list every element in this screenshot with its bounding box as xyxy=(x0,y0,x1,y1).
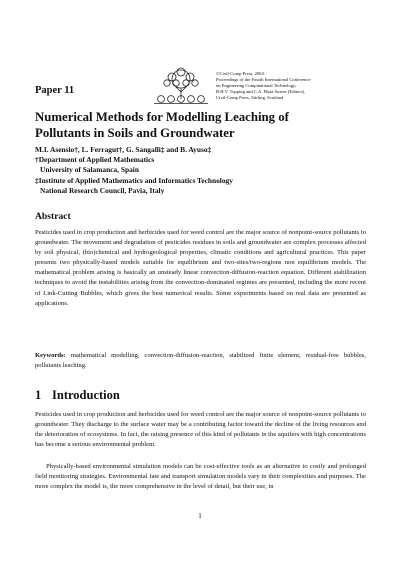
publisher-info xyxy=(216,71,386,101)
abstract-text: Pesticides used in crop production and herbicides used for weed control are the major source of nonpoint-source pollutants to groundwater. The movement and degradation of pesticides residues in soils and groundwater are complex processes affected by soil physical, (bio)chemical and hydrogeological properties, climatic conditions and agricultural practices. This paper presents two physically-based models suitable for equilibrium and two-sites/two-regions non equilibrium models. The mathematical problem arising is basically an unsteady linear convection-diffusion-reaction equation. Different stabilization techniques to avoid the instabilities arising from the convection-dominated regimes are presented, including the more recent of Link-Cutting Bubbles, which gives the best numerical results. Some experiments based on real data are presented as applications. xyxy=(35,229,366,307)
title-line: Numerical Methods for Modelling Leaching of xyxy=(35,110,289,124)
intro-paragraph: Pesticides used in crop production and herbicides used for weed control are the major source of nonpoint-source pollutants to groundwater. They discharge to the surface water may be a contributing factor toward the decline of the living resources and the deterioration of ecosystems. In fact, the raising presence of this kind of pollutants in the aquifers with high concentrations has become a serious environmental problem. xyxy=(35,411,366,449)
publisher-line: on Engineering Computational Technology, xyxy=(216,83,297,89)
page-number: 1 xyxy=(198,512,202,520)
section-heading-introduction xyxy=(35,388,120,403)
affiliation-line: †Department of Applied Mathematics xyxy=(35,155,155,165)
paper-title xyxy=(35,110,375,141)
section-title: Introduction xyxy=(52,388,120,402)
affiliation-line: University of Salamanca, Spain xyxy=(40,165,139,175)
affiliation-line: ‡Institute of Applied Mathematics and Informatics Technology xyxy=(35,175,233,185)
publisher-line: ©Civil-Comp Press, 2004. xyxy=(216,71,265,76)
publisher-line: Civil-Comp Press, Stirling, Scotland xyxy=(216,95,284,101)
tree-logo-icon xyxy=(148,66,214,106)
publisher-line: B.H.V. Topping and C.A. Mota Soares (Editors), xyxy=(216,89,306,95)
section-number: 1 xyxy=(35,388,42,402)
paper-number: Paper 11 xyxy=(35,85,75,96)
keywords-text: mathematical modelling, convection-diffusion-reaction, stabilized finite element, residual-free bubbles, pollutants leaching. xyxy=(35,352,366,370)
keywords-label: Keywords: xyxy=(35,352,66,359)
author-list: M.I. Asensio†, L. Ferragut†, G. Sangalli‡ and B. Ayuso‡ xyxy=(35,145,212,154)
publisher-line: Proceedings of the Fourth International Conference xyxy=(216,77,311,83)
keywords xyxy=(35,351,366,371)
author-block xyxy=(35,145,375,196)
abstract-heading: Abstract xyxy=(35,211,71,222)
intro-paragraph: Physically-based environmental simulation models can be cost-effective tools as an alternative to costly and prolonged field monitoring strategies. Environmental fate and transport simulation models vary in their complexities and purposes. The more complex the model is, the more comprehensive in the level of detail, but their use, in xyxy=(35,463,366,491)
affiliation-line: National Research Council, Pavia, Italy xyxy=(40,185,165,195)
title-line: Pollutants in Soils and Groundwater xyxy=(35,125,235,140)
